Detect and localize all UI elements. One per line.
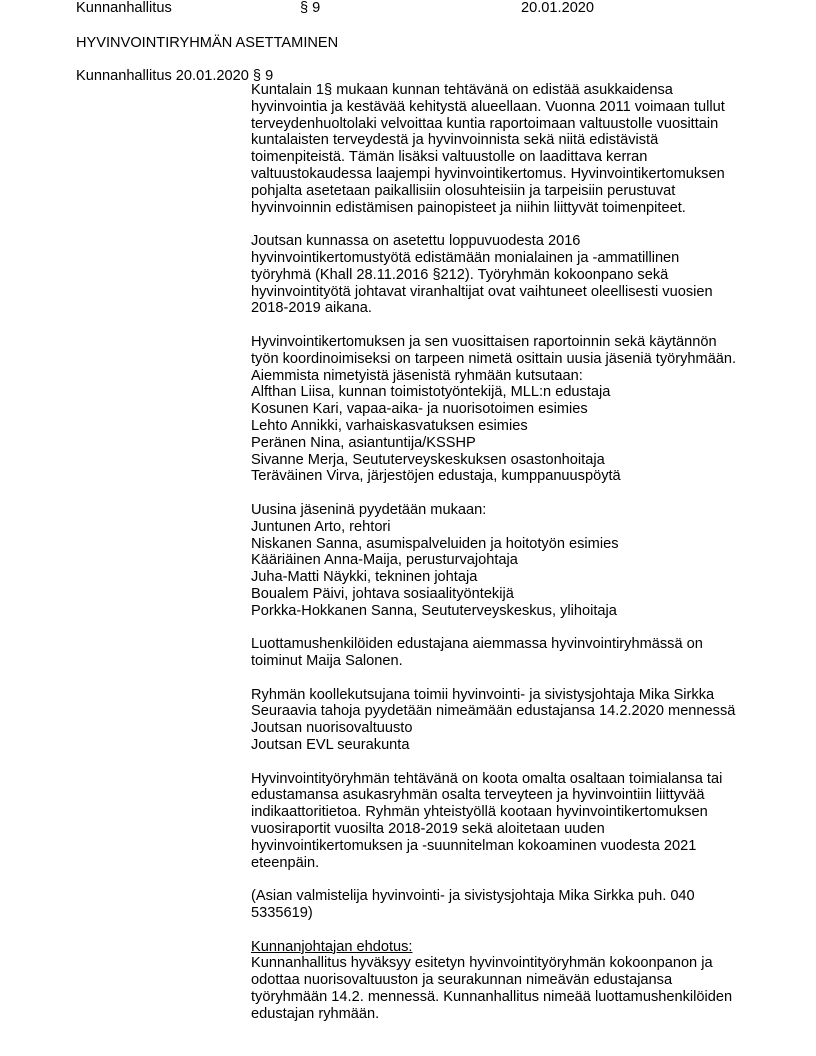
text-line: Juha-Matti Näykki, tekninen johtaja (251, 569, 478, 586)
text-line: Kosunen Kari, vapaa-aika- ja nuorisotoimen esimies (251, 401, 588, 418)
text-line: Sivanne Merja, Seututerveyskeskuksen osastonhoitaja (251, 451, 605, 468)
text-line: Hyvinvointikertomuksen ja sen vuosittaisen raportoinnin sekä käytännön (251, 333, 717, 350)
proposal-heading: Kunnanjohtajan ehdotus: (251, 938, 413, 955)
paragraph (251, 502, 771, 620)
paragraph-gap (251, 922, 771, 939)
text-line: Joutsan kunnassa on asetettu loppuvuodesta 2016 (251, 233, 581, 250)
text-line: Seuraavia tahoja pyydetään nimeämään edustajansa 14.2.2020 mennessä (251, 703, 736, 720)
text-line: hyvinvointikertomuksen ja -suunnitelman kokoaminen vuodesta 2021 (251, 837, 697, 854)
text-line: toiminut Maija Salonen. (251, 653, 403, 670)
text-line: Boualem Päivi, johtava sosiaalityöntekijä (251, 585, 514, 602)
document-body (251, 82, 771, 1023)
text-line: valtuustokaudessa laajempi hyvinvointikertomus. Hyvinvointikertomuksen (251, 165, 725, 182)
proposal-section (251, 939, 771, 1023)
text-line: Kääriäinen Anna-Maija, perusturvajohtaja (251, 552, 518, 569)
text-line: eteenpäin. (251, 854, 320, 871)
text-line: edustamansa asukasryhmän osalta terveyteen ja hyvinvointiin liittyvää (251, 787, 705, 804)
paragraph-gap (251, 216, 771, 233)
meeting-reference: Kunnanhallitus 20.01.2020 § 9 (76, 68, 274, 84)
text-line: työryhmä (Khall 28.11.2016 §212). Työryhmän kokoonpano sekä (251, 266, 669, 283)
text-line: pohjalta asetetaan paikallisiin olosuhteisiin ja tarpeisiin perustuvat (251, 182, 676, 199)
text-line: vuosiraportit vuosilta 2018-2019 sekä aloitetaan uuden (251, 821, 605, 838)
proposal-line: odottaa nuorisovaltuuston ja seurakunnan nimeävän edustajansa (251, 972, 673, 989)
text-line: indikaattoritietoa. Ryhmän yhteistyöllä kootaan hyvinvointikertomuksen (251, 804, 708, 821)
proposal-line: Kunnanhallitus hyväksyy esitetyn hyvinvointityöryhmän kokoonpanon ja (251, 955, 713, 972)
text-line: hyvinvoinnin edistämisen painopisteet ja niihin liittyvät toimenpiteet. (251, 199, 686, 216)
text-line: hyvinvointityötä johtavat viranhaltijat ovat vaihtuneet oleellisesti vuosien (251, 283, 713, 300)
paragraph-gap (251, 670, 771, 687)
text-line: hyvinvointikertomustyötä edistämään monialainen ja -ammatillinen (251, 249, 680, 266)
document-title: HYVINVOINTIRYHMÄN ASETTAMINEN (76, 35, 339, 51)
text-line: Uusina jäseninä pyydetään mukaan: (251, 501, 487, 518)
paragraph-gap (251, 754, 771, 771)
paragraph (251, 687, 771, 754)
paragraph (251, 888, 771, 922)
header-section-number: § 9 (300, 0, 321, 16)
text-line: Peränen Nina, asiantuntija/KSSHP (251, 434, 476, 451)
paragraph-gap (251, 485, 771, 502)
text-line: Porkka-Hokkanen Sanna, Seututerveyskeskus, ylihoitaja (251, 602, 617, 619)
text-line: 5335619) (251, 905, 313, 922)
paragraph-gap (251, 620, 771, 637)
text-line: työn koordinoimiseksi on tarpeen nimetä osittain uusia jäseniä työryhmään. (251, 350, 737, 367)
header-date: 20.01.2020 (521, 0, 595, 16)
text-line: Lehto Annikki, varhaiskasvatuksen esimies (251, 417, 528, 434)
text-line: Luottamushenkilöiden edustajana aiemmassa hyvinvointiryhmässä on (251, 636, 703, 653)
paragraph (251, 636, 771, 670)
text-line: Ryhmän koollekutsujana toimii hyvinvointi- ja sivistysjohtaja Mika Sirkka (251, 686, 715, 703)
paragraph (251, 334, 771, 485)
paragraph-gap (251, 317, 771, 334)
text-line: terveydenhuoltolaki velvoittaa kuntia raportoimaan valtuustolle vuosittain (251, 115, 719, 132)
text-line: 2018-2019 aikana. (251, 300, 372, 317)
text-line: Teräväinen Virva, järjestöjen edustaja, kumppanuuspöytä (251, 468, 621, 485)
paragraph (251, 233, 771, 317)
text-line: (Asian valmistelija hyvinvointi- ja sivistysjohtaja Mika Sirkka puh. 040 (251, 888, 695, 905)
text-line: hyvinvointia ja kestävää kehitystä alueellaan. Vuonna 2011 voimaan tullut (251, 98, 725, 115)
text-line: Alfthan Liisa, kunnan toimistotyöntekijä, MLL:n edustaja (251, 384, 611, 401)
text-line: Aiemmista nimetyistä jäsenistä ryhmään kutsutaan: (251, 367, 583, 384)
paragraph-gap (251, 871, 771, 888)
text-line: Kuntalain 1§ mukaan kunnan tehtävänä on edistää asukkaidensa (251, 82, 673, 98)
proposal-line: edustajan ryhmään. (251, 1005, 380, 1022)
paragraph (251, 771, 771, 872)
text-line: Joutsan nuorisovaltuusto (251, 720, 413, 737)
text-line: Joutsan EVL seurakunta (251, 737, 410, 754)
text-line: Niskanen Sanna, asumispalveluiden ja hoitotyön esimies (251, 535, 619, 552)
text-line: toimenpiteistä. Tämän lisäksi valtuustolle on laadittava kerran (251, 149, 648, 166)
text-line: Juntunen Arto, rehtori (251, 518, 391, 535)
text-line: kuntalaisten terveydestä ja hyvinvoinnista sekä niitä edistävistä (251, 132, 659, 149)
header-body-name: Kunnanhallitus (76, 0, 172, 16)
proposal-line: työryhmään 14.2. mennessä. Kunnanhallitus nimeää luottamushenkilöiden (251, 989, 733, 1006)
text-line: Hyvinvointityöryhmän tehtävänä on koota omalta osaltaan toimialansa tai (251, 770, 723, 787)
paragraph (251, 82, 771, 216)
